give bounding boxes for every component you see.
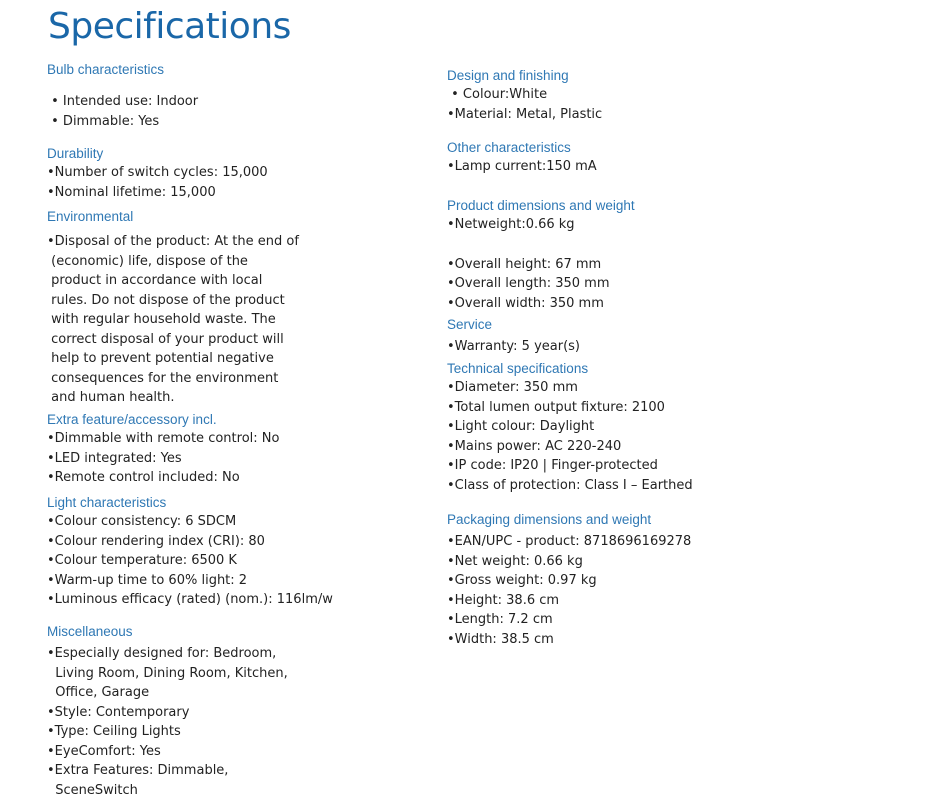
spec-line: •Warm-up time to 60% light: 2 (47, 572, 248, 588)
section-other-characteristics (447, 138, 827, 177)
section-bulb-characteristics (47, 60, 427, 79)
spec-line: •Width: 38.5 cm (447, 631, 554, 647)
section-heading: Packaging dimensions and weight (447, 512, 652, 527)
spec-line: •Height: 38.6 cm (447, 592, 560, 608)
section-extra-feature (47, 410, 427, 488)
spec-line: •Number of switch cycles: 15,000 (47, 165, 268, 180)
spec-line (447, 235, 827, 255)
section-heading: Durability (47, 146, 104, 161)
section-product-dimensions (447, 196, 827, 313)
spec-line: • Intended use: Indoor (47, 94, 199, 109)
spec-line: •LED integrated: Yes (47, 450, 182, 466)
spec-line: •Colour rendering index (CRI): 80 (47, 533, 265, 549)
spec-line: •Lamp current:150 mA (447, 159, 597, 174)
spec-line: •Especially designed for: Bedroom, (47, 646, 277, 661)
spec-line: Living Room, Dining Room, Kitchen, (47, 665, 288, 681)
spec-line: •EAN/UPC - product: 8718696169278 (447, 534, 692, 549)
page-title: Specifications (48, 6, 291, 47)
spec-line: •Material: Metal, Plastic (447, 106, 603, 122)
section-heading: Extra feature/accessory incl. (47, 412, 217, 427)
spec-line: rules. Do not dispose of the product (47, 292, 285, 308)
spec-line: •Dimmable with remote control: No (47, 431, 280, 446)
spec-line: correct disposal of your product will (47, 331, 284, 347)
spec-line: (economic) life, dispose of the (47, 253, 248, 269)
spec-line: •Remote control included: No (47, 470, 240, 485)
spec-line: • Dimmable: Yes (47, 113, 160, 129)
spec-line: product in accordance with local (47, 273, 263, 288)
section-heading: Design and finishing (447, 68, 569, 83)
section-light-characteristics (47, 493, 427, 610)
section-heading: Other characteristics (447, 140, 571, 155)
spec-line: •Netweight:0.66 kg (447, 217, 575, 232)
spec-line: •Diameter: 350 mm (447, 380, 578, 395)
spec-line: consequences for the environment (47, 370, 279, 386)
section-service (447, 315, 827, 357)
spec-line: •EyeComfort: Yes (47, 743, 161, 759)
spec-line: •Total lumen output fixture: 2100 (447, 399, 665, 415)
section-environmental (47, 207, 427, 408)
spec-line: •Overall width: 350 mm (447, 295, 604, 311)
spec-line: •Luminous efficacy (rated) (nom.): 116lm/w (47, 592, 333, 607)
section-heading: Product dimensions and weight (447, 198, 635, 213)
section-technical-specifications (447, 359, 827, 495)
section-design-finishing (447, 66, 827, 124)
spec-line: and human health. (47, 390, 175, 405)
spec-line: •Overall length: 350 mm (447, 276, 610, 291)
spec-line: •Disposal of the product: At the end of (47, 234, 299, 249)
spec-line: •Colour consistency: 6 SDCM (47, 514, 237, 529)
spec-line: •Overall height: 67 mm (447, 256, 602, 272)
spec-line: •Style: Contemporary (47, 704, 190, 720)
spec-line: •Nominal lifetime: 15,000 (47, 184, 216, 200)
section-packaging-dimensions (447, 510, 827, 649)
spec-line: •Length: 7.2 cm (447, 612, 553, 627)
section-heading: Technical specifications (447, 361, 589, 376)
spec-line: •Light colour: Daylight (447, 419, 595, 434)
section-miscellaneous (47, 622, 427, 800)
section-heading: Environmental (47, 209, 134, 224)
spec-line: •Colour temperature: 6500 K (47, 553, 237, 568)
section-heading: Bulb characteristics (47, 62, 165, 77)
spec-line: • Colour:White (447, 87, 548, 102)
spec-line: SceneSwitch (47, 782, 138, 798)
section-heading: Light characteristics (47, 495, 167, 510)
spec-line: with regular household waste. The (47, 312, 276, 327)
section-durability (47, 144, 427, 202)
spec-line: •Type: Ceiling Lights (47, 724, 181, 739)
spec-line: •Class of protection: Class I – Earthed (447, 477, 693, 493)
spec-line: •Gross weight: 0.97 kg (447, 573, 597, 588)
spec-line: •Warranty: 5 year(s) (447, 339, 581, 354)
spec-line: help to prevent potential negative (47, 351, 274, 366)
section-heading: Service (447, 317, 493, 332)
spec-line: •IP code: IP20 | Finger-protected (447, 458, 658, 473)
spec-line: •Net weight: 0.66 kg (447, 553, 583, 569)
spec-line: •Extra Features: Dimmable, (47, 763, 229, 778)
spec-line: Office, Garage (47, 685, 150, 700)
spec-line: •Mains power: AC 220-240 (447, 438, 622, 454)
section-bulb-items (47, 92, 427, 131)
section-heading: Miscellaneous (47, 624, 133, 639)
